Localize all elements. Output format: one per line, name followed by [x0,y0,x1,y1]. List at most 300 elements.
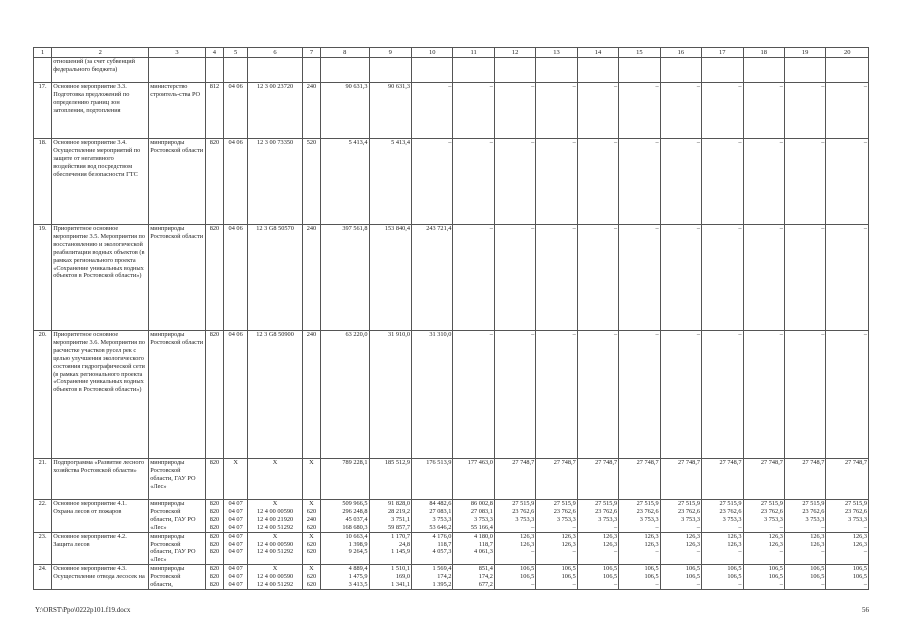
value-cell [826,459,869,500]
value-cell [248,532,303,565]
value-cell [784,225,825,331]
value-line: – [531,225,535,232]
value-line: Х [309,532,314,540]
value-cell [412,500,453,533]
value-line: 240 [306,331,317,338]
value-line: – [531,548,535,556]
value-line: – [863,225,867,232]
value-line: 3 753,3 [473,515,493,523]
value-line: 3 753,3 [598,515,618,523]
value-cell [536,83,577,139]
value-line: – [572,523,576,531]
column-number-header: 5 [224,48,248,58]
value-line: – [655,581,659,589]
value-line: 23 762,6 [760,507,783,515]
empty-cell [224,58,248,83]
value-line: Х [233,459,238,466]
value-cell [577,225,618,331]
value-line: – [738,523,742,531]
value-line: 04 07 [228,565,243,573]
value-line: 27 748,7 [512,459,535,466]
value-line: Х [272,500,278,507]
value-line: – [489,331,493,338]
value-line: – [863,548,867,556]
value-line: 169,0 [395,573,410,581]
value-line: 3 751,1 [391,515,410,523]
column-number-header: 3 [149,48,206,58]
value-line: 23 762,6 [844,507,867,515]
value-line: 23 762,6 [802,507,825,515]
event-name: Приоритетное основное мероприятие 3.6. Мероприятия по расчистке участков русел рек с целью улучшения экологического состояния гидрографической сети (в рамках регионального проекта «Сохранение уникальных водных объектов в Ростовской области») [52,331,149,459]
empty-cell [743,58,784,83]
executor-name: минприроды Ростовской области, [149,565,206,590]
value-line: 28 219,2 [387,507,410,515]
row-number: 21. [34,459,52,500]
value-line: 126,3 [685,532,701,540]
value-line: – [489,139,493,146]
value-cell [619,459,660,500]
value-line: – [614,548,618,556]
value-line: 3 413,5 [348,581,368,589]
value-line: – [489,83,493,90]
value-line: 126,3 [603,540,618,548]
value-line: 153 840,4 [384,225,410,232]
value-line: 820 [209,523,220,531]
value-line: 3 753,3 [764,515,783,523]
value-line: – [779,581,783,589]
value-line: 126,3 [810,532,825,540]
value-line: Х [309,459,314,466]
value-cell [660,500,701,533]
value-cell [205,565,223,590]
value-line: 27 515,9 [553,500,576,507]
continued-program-name: отношений (за счет субвенций федерального бюджета) [52,58,149,83]
value-line: – [738,139,742,146]
executor-name: минприроды Ростовской области, ГАУ РО «Лес» [149,500,206,533]
value-line: 820 [209,507,220,515]
empty-cell [149,58,206,83]
value-cell [536,331,577,459]
value-line: – [821,548,825,556]
value-line: 520 [306,139,317,146]
value-line: 31 310,0 [429,331,452,338]
value-line: – [655,83,659,90]
value-cell [453,532,494,565]
value-line: 820 [209,139,220,146]
value-line: – [696,331,701,338]
value-line: 04 06 [228,331,243,338]
value-line: 27 083,1 [429,507,452,515]
value-cell [205,331,223,459]
value-cell [302,565,320,590]
value-line: – [531,523,535,531]
value-line: 04 06 [228,83,243,90]
value-cell [619,139,660,225]
value-line: 27 748,7 [636,459,659,466]
value-line: 118,7 [478,540,493,548]
continuation-row [34,58,869,83]
value-cell [412,532,453,565]
value-line: – [779,83,783,90]
value-cell [369,331,411,459]
value-line: 620 [306,573,317,581]
value-line: 3 753,3 [515,515,535,523]
value-cell [494,565,535,590]
value-line: 27 515,9 [512,500,535,507]
table-row [34,565,869,590]
column-number-header: 9 [369,48,411,58]
value-cell [619,565,660,590]
value-cell [321,139,370,225]
value-line: Х [272,532,278,540]
value-cell [702,331,743,459]
value-cell [302,225,320,331]
value-cell [453,459,494,500]
value-line: 812 [209,83,220,90]
value-cell [826,532,869,565]
value-cell [453,500,494,533]
value-line: – [696,581,701,589]
value-line: 27 748,7 [553,459,576,466]
value-cell [577,532,618,565]
value-line: – [655,523,659,531]
value-cell [702,83,743,139]
value-line: 27 515,9 [678,500,701,507]
value-line: 3 753,3 [805,515,825,523]
row-number: 24. [34,565,52,590]
value-cell [743,331,784,459]
value-line: 174,2 [437,573,452,581]
value-line: – [614,523,618,531]
value-cell [369,83,411,139]
column-number-header: 18 [743,48,784,58]
value-cell [224,83,248,139]
value-cell [224,532,248,565]
value-cell [321,459,370,500]
value-cell [536,500,577,533]
footer-page-number: 56 [862,606,869,614]
value-cell [248,83,303,139]
value-cell [743,565,784,590]
value-line: 04 07 [228,500,243,507]
executor-name: министерство строитель-ства РО [149,83,206,139]
empty-cell [248,58,303,83]
value-line: 27 083,1 [470,507,493,515]
value-line: 04 07 [228,540,243,548]
value-line: 12 4 00 51292 [256,581,294,589]
value-line: 23 762,6 [678,507,701,515]
value-cell [412,565,453,590]
value-line: – [531,83,535,90]
value-line: – [614,225,618,232]
value-line: – [863,581,867,589]
empty-cell [536,58,577,83]
value-cell [224,459,248,500]
value-line: 620 [306,523,317,531]
value-line: 4 176,0 [432,532,452,540]
value-line: 4 061,3 [473,548,493,556]
value-cell [302,459,320,500]
value-cell [826,565,869,590]
value-line: – [779,225,783,232]
value-line: Х [309,500,314,507]
value-cell [494,459,535,500]
value-cell [784,331,825,459]
value-cell [702,500,743,533]
column-number-header: 20 [826,48,869,58]
value-cell [224,139,248,225]
value-line: 397 561,8 [342,225,368,232]
value-cell [453,225,494,331]
value-cell [248,139,303,225]
value-line: 12 3 00 23720 [256,83,294,90]
value-line: 12 3 G8 50570 [256,225,294,232]
value-line: 106,5 [768,573,783,581]
value-line: 24,8 [398,540,410,548]
value-cell [784,139,825,225]
value-cell [702,532,743,565]
value-line: 59 857,7 [387,523,410,531]
value-cell [453,331,494,459]
value-line: 1 170,7 [391,532,410,540]
value-cell [660,565,701,590]
value-line: – [696,225,701,232]
value-line: 106,5 [852,573,867,581]
value-line: 5 413,4 [348,139,368,146]
value-line: 106,5 [810,565,825,573]
value-cell [826,225,869,331]
value-line: – [821,83,825,90]
value-line: 620 [306,581,317,589]
value-line: 106,5 [685,573,701,581]
value-line: 45 037,4 [345,515,368,523]
value-line: 12 4 00 00590 [256,573,294,581]
value-cell [453,83,494,139]
value-line: 3 753,3 [681,515,701,523]
value-line: 126,3 [561,540,576,548]
event-name: Основное мероприятие 4.2. Защита лесов [52,532,149,565]
value-cell [224,565,248,590]
value-cell [784,500,825,533]
value-line: 851,4 [478,565,493,573]
table-row [34,532,869,565]
value-line: 55 166,4 [470,523,493,531]
value-cell [369,565,411,590]
value-line: 04 06 [228,139,243,146]
table-row [34,331,869,459]
value-line: – [779,139,783,146]
value-line: 12 4 00 21920 [256,515,294,523]
value-line: 177 463,0 [467,459,493,466]
value-cell [660,331,701,459]
value-line: 04 07 [228,515,243,523]
value-cell [743,139,784,225]
value-cell [369,500,411,533]
value-line: 240 [306,515,317,523]
value-cell [453,565,494,590]
value-line: – [531,581,535,589]
column-number-header: 17 [702,48,743,58]
value-line: – [696,83,701,90]
value-line: – [779,548,783,556]
value-line: 126,3 [561,532,576,540]
empty-cell [826,58,869,83]
value-line: 10 663,4 [345,532,368,540]
value-line: 1 569,4 [432,565,452,573]
value-line: – [863,83,867,90]
empty-cell [784,58,825,83]
value-line: – [448,83,452,90]
value-line: 106,5 [810,573,825,581]
value-line: – [821,581,825,589]
value-cell [577,565,618,590]
value-cell [494,331,535,459]
value-cell [369,532,411,565]
value-line: 168 680,3 [342,523,368,531]
value-line: 04 07 [228,532,243,540]
value-line: – [489,225,493,232]
value-line: 27 515,9 [719,500,742,507]
value-cell [302,532,320,565]
empty-cell [205,58,223,83]
column-number-header: 12 [494,48,535,58]
value-cell [702,565,743,590]
value-line: 4 889,4 [348,565,368,573]
value-line: 185 512,9 [384,459,410,466]
value-cell [619,500,660,533]
value-line: 820 [209,565,220,573]
value-line: – [738,83,742,90]
value-line: 106,5 [644,565,659,573]
empty-cell [702,58,743,83]
value-line: 53 646,2 [429,523,452,531]
value-line: 3 753,3 [639,515,659,523]
value-cell [743,532,784,565]
value-cell [412,83,453,139]
value-line: 106,5 [685,565,701,573]
event-name: Основное мероприятие 3.3. Подготовка предложений по определению границ зон затопления, подтопления [52,83,149,139]
value-cell [224,500,248,533]
value-line: – [531,331,535,338]
value-cell [577,459,618,500]
value-line: 23 762,6 [595,507,618,515]
value-cell [577,500,618,533]
event-name: Основное мероприятие 4.1. Охрана лесов от пожаров [52,500,149,533]
value-cell [321,532,370,565]
empty-cell [302,58,320,83]
value-cell [577,139,618,225]
value-cell [205,83,223,139]
value-line: – [696,548,701,556]
value-line: 126,3 [520,540,535,548]
value-cell [494,532,535,565]
value-line: – [738,331,742,338]
value-line: 3 753,3 [848,515,867,523]
value-line: 04 07 [228,573,243,581]
value-line: 106,5 [603,573,618,581]
value-cell [205,532,223,565]
value-line: – [448,139,452,146]
table-row [34,459,869,500]
value-cell [412,225,453,331]
empty-cell [494,58,535,83]
value-line: 620 [306,507,317,515]
value-line: 1 398,9 [348,540,368,548]
value-line: 789 228,1 [342,459,368,466]
value-cell [536,532,577,565]
budget-table [33,47,869,590]
value-line: 126,3 [644,532,659,540]
value-cell [369,139,411,225]
value-line: 1 145,9 [391,548,410,556]
value-cell [784,565,825,590]
value-cell [248,565,303,590]
value-cell [302,331,320,459]
value-line: – [614,331,618,338]
value-line: 620 [306,548,317,556]
value-line: 5 413,4 [391,139,410,146]
value-line: 12 4 00 51292 [256,548,294,556]
value-line: 27 748,7 [678,459,701,466]
value-line: 1 341,1 [391,581,410,589]
value-line: – [531,139,535,146]
value-line: 126,3 [727,540,742,548]
table-row [34,225,869,331]
value-cell [369,459,411,500]
row-number: 22. [34,500,52,533]
value-line: 106,5 [520,565,535,573]
value-line: 27 515,9 [595,500,618,507]
value-line: – [863,139,867,146]
value-line: 90 631,3 [387,83,410,90]
value-cell [248,459,303,500]
value-line: 820 [209,225,220,232]
value-line: 126,3 [852,540,867,548]
value-cell [205,225,223,331]
value-line: – [863,331,867,338]
value-line: 27 515,9 [760,500,783,507]
value-cell [302,139,320,225]
value-line: 63 220,0 [345,331,368,338]
value-cell [743,500,784,533]
executor-name: минприроды Ростовской области [149,225,206,331]
value-line: 620 [306,540,317,548]
value-line: 820 [209,500,220,507]
value-line: 12 4 00 00590 [256,507,294,515]
value-line: 4 057,3 [432,548,452,556]
value-line: – [779,523,783,531]
value-line: 509 966,5 [342,500,368,507]
value-line: 820 [209,548,220,556]
value-line: 23 762,6 [553,507,576,515]
value-line: 27 748,7 [844,459,867,466]
value-line: – [863,523,867,531]
executor-name: минприроды Ростовской области, ГАУ РО «Лес» [149,459,206,500]
executor-name: минприроды Ростовской области [149,331,206,459]
event-name: Основное мероприятие 4.3. Осуществление отвода лесосек на [52,565,149,590]
column-number-header: 6 [248,48,303,58]
value-line: – [572,581,576,589]
value-cell [702,225,743,331]
value-line: 126,3 [520,532,535,540]
empty-cell [660,58,701,83]
value-line: 174,2 [478,573,493,581]
value-line: 118,7 [437,540,452,548]
value-line: 126,3 [810,540,825,548]
value-line: 106,5 [727,565,742,573]
row-number: 23. [34,532,52,565]
value-line: – [572,83,576,90]
